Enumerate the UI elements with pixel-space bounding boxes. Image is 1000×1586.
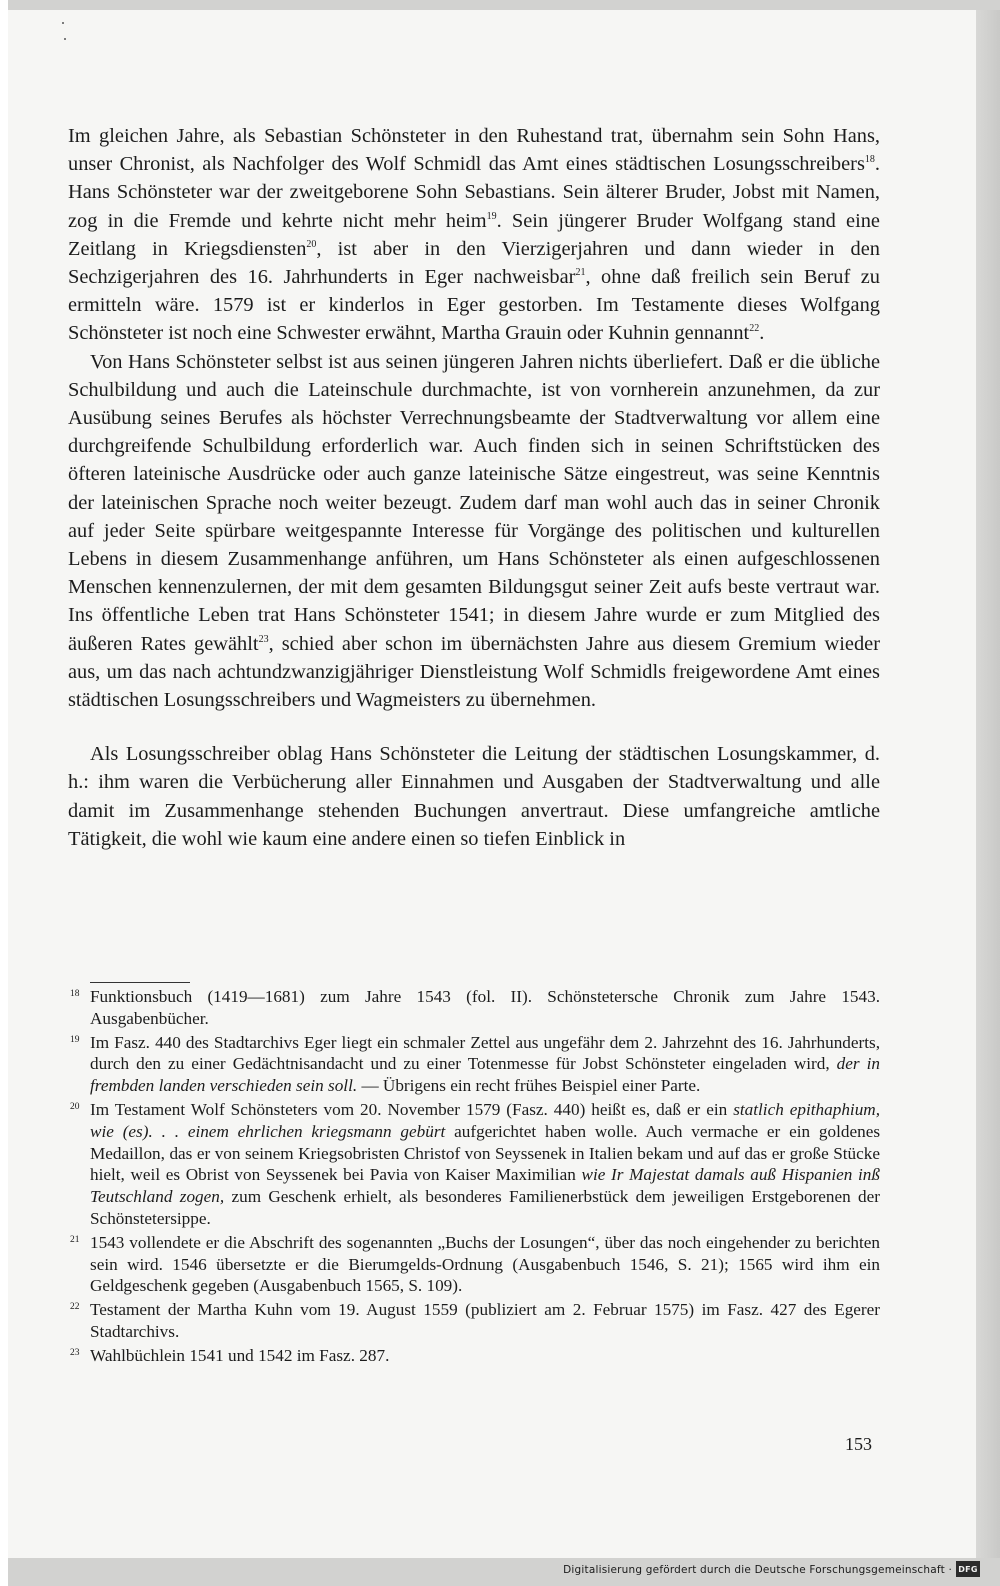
- footnote-marker: 21: [575, 267, 586, 279]
- footnote-number: 19: [70, 1034, 80, 1045]
- text-run: , schied aber schon im übernächsten Jahre aus diesem Gremium wieder aus, um das nach achtundzwanzigjähriger Dienstleistung Wolf Schmidls freigewordene Amt eines städtischen Losungsschreibers und Wagmeisters zu übernehmen.: [68, 632, 880, 712]
- footnote-marker: 20: [306, 238, 317, 250]
- quoted-text: der in frembden landen verschieden sein soll.: [90, 1054, 880, 1096]
- text-run: — Übrigens ein recht frühes Beispiel einer Parte.: [357, 1076, 701, 1096]
- footnote-marker: 18: [864, 154, 875, 166]
- footnote: [68, 1032, 880, 1097]
- footnote: [68, 986, 880, 1030]
- footnote-marker: 19: [486, 210, 497, 222]
- text-run: , ist aber in den Vierzigerjahren und dann wieder in den Sechzigerjahren des 16. Jahrhunderts in Eger nachweisbar: [68, 237, 880, 289]
- footnote-number: 20: [70, 1101, 80, 1112]
- footnote-number: 22: [70, 1302, 80, 1313]
- text-run: Von Hans Schönsteter selbst ist aus seinen jüngeren Jahren nichts überliefert. Daß er die übliche Schulbildung und auch die Lateinschule durchmachte, ist von vornherein anzunehmen, da zur Ausübung seines Berufes als höchster Verrechnungsbeamte der Stadtverwaltung vor allem eine durchgreifende Schulbildung erforderlich war. Auch finden sich in seinen Schriftstücken des öfteren lateinische Ausdrücke oder auch ganze lateinische Sätze eingestreut, was seine Kenntnis der lateinischen Sprache noch weiter bezeugt. Zudem darf man wohl auch das in seiner Chronik auf jeder Seite spürbare weitgespannte Interesse für Vorgänge des politischen und kulturellen Lebens in diesem Zusammenhange anführen, um Hans Schönsteter als einen aufgeschlossenen Menschen kennenzulernen, der mit dem gesamten Bildungsgut seiner Zeit aufs beste vertraut war. Ins öffentliche Leben trat Hans Schönsteter 1541; in diesem Jahre wurde er zum Mitglied des äußeren Rates gewählt: [68, 350, 880, 655]
- page-number: 153: [845, 1434, 872, 1454]
- footnote: [68, 1345, 880, 1367]
- text-run: aufgerichtet haben wolle. Auch vermache er ein goldenes Medaillon, das er von seinem Kriegsobristen Christof von Seyssenek in Italien bekam und auf das er große Stücke hielt, weil es Obrist von Seyssenek bei Pavia von Kaiser Maximilian: [90, 1121, 881, 1185]
- text-run: zum Geschenk erhielt, als besonderes Familienerbstück dem jeweiligen Erstgeborenen der Schönstetersippe.: [90, 1187, 880, 1228]
- text-run: Funktionsbuch (1419—1681) zum Jahre 1543 (fol. II). Schönstetersche Chronik zum Jahre 1543. Ausgabenbücher.: [90, 987, 880, 1028]
- text-run: . Hans Schönsteter war der zweitgeborene Sohn Sebastians. Sein älterer Bruder, Jobst mit Namen, zog in die Fremde und kehrte nicht mehr heim: [68, 153, 880, 232]
- text-run: Im Fasz. 440 des Stadtarchivs Eger liegt ein schmaler Zettel aus ungefähr dem 2. Jahrzehnt des 16. Jahrhunderts, durch den zu einer Gedächtnisandacht und zu einer Totenmesse für Jobst Schönsteter eingeladen wird,: [90, 1032, 880, 1074]
- footnote: [68, 1299, 880, 1343]
- text-run: Im Testament Wolf Schönsteters vom 20. November 1579 (Fasz. 440) heißt es, daß er ein: [90, 1099, 734, 1119]
- footnote-number: 21: [70, 1234, 80, 1245]
- footnote-marker: 22: [749, 323, 760, 335]
- footnote: [68, 1099, 880, 1230]
- footnote-marker: 23: [258, 633, 269, 645]
- footnote-number: 18: [70, 989, 80, 999]
- footnote-number: 23: [70, 1347, 80, 1358]
- quoted-text: wie Ir Majestat damals auß Hispanien inß Teutschland zogen,: [90, 1165, 880, 1207]
- paragraph: [68, 740, 880, 853]
- paragraph: [68, 348, 880, 715]
- text-run: Wahlbüchlein 1541 und 1542 im Fasz. 287.: [90, 1345, 390, 1365]
- scan-speck: [62, 22, 64, 24]
- scan-margin: [0, 0, 8, 1586]
- footnote-divider: [90, 982, 190, 983]
- text-run: , ohne daß freilich sein Beruf zu ermitteln wäre. 1579 ist er kinderlos in Eger gestorben. Im Testamente dieses Wolfgang Schönsteter ist noch eine Schwester erwähnt, Martha Grauin oder Kuhnin gennannt: [68, 266, 880, 345]
- digitization-credit: Digitalisierung gefördert durch die Deutsche Forschungsgemeinschaft ·: [563, 1564, 952, 1576]
- dfg-logo: DFG: [956, 1561, 980, 1577]
- text-run: 1543 vollendete er die Abschrift des sogenannten „Buchs der Losungen“, über das noch eingehender zu berichten sein wird. 1546 übersetzte er die Bierumgelds-Ordnung (Ausgabenbuch 1546, S. 21); 1565 wird ihm ein Geldgeschenk gegeben (Ausgabenbuch 1565, S. 109).: [90, 1232, 880, 1296]
- scan-speck: [64, 38, 66, 40]
- main-text: [68, 122, 880, 853]
- footnotes: [68, 986, 880, 1369]
- text-run: .: [759, 322, 765, 345]
- paragraph: [68, 122, 880, 348]
- text-run: . Sein jüngerer Bruder Wolfgang stand eine Zeitlang in Kriegsdiensten: [68, 209, 880, 260]
- text-run: Testament der Martha Kuhn vom 19. August 1559 (publiziert am 2. Februar 1575) im Fasz. 427 des Egerer Stadtarchivs.: [90, 1300, 880, 1341]
- footnote: [68, 1232, 880, 1297]
- text-run: Als Losungsschreiber oblag Hans Schönsteter die Leitung der städtischen Losungskammer, d. h.: ihm waren die Verbücherung aller Einnahmen und Ausgaben der Stadtverwaltung und alle damit im Zusammenhange stehenden Buchungen anvertraut. Diese umfangreiche amtliche Tätigkeit, die wohl wie kaum eine andere einen so tiefen Einblick in: [68, 743, 880, 850]
- quoted-text: statlich epithaphium, wie (es). . . einem ehrlichen kriegsmann gebürt: [90, 1099, 880, 1141]
- text-run: Im gleichen Jahre, als Sebastian Schönsteter in den Ruhestand trat, übernahm sein Sohn Hans, unser Chronist, als Nachfolger des Wolf Schmidl das Amt eines städtischen Losungsschreibers: [68, 125, 880, 176]
- scan-edge: [976, 10, 1000, 1558]
